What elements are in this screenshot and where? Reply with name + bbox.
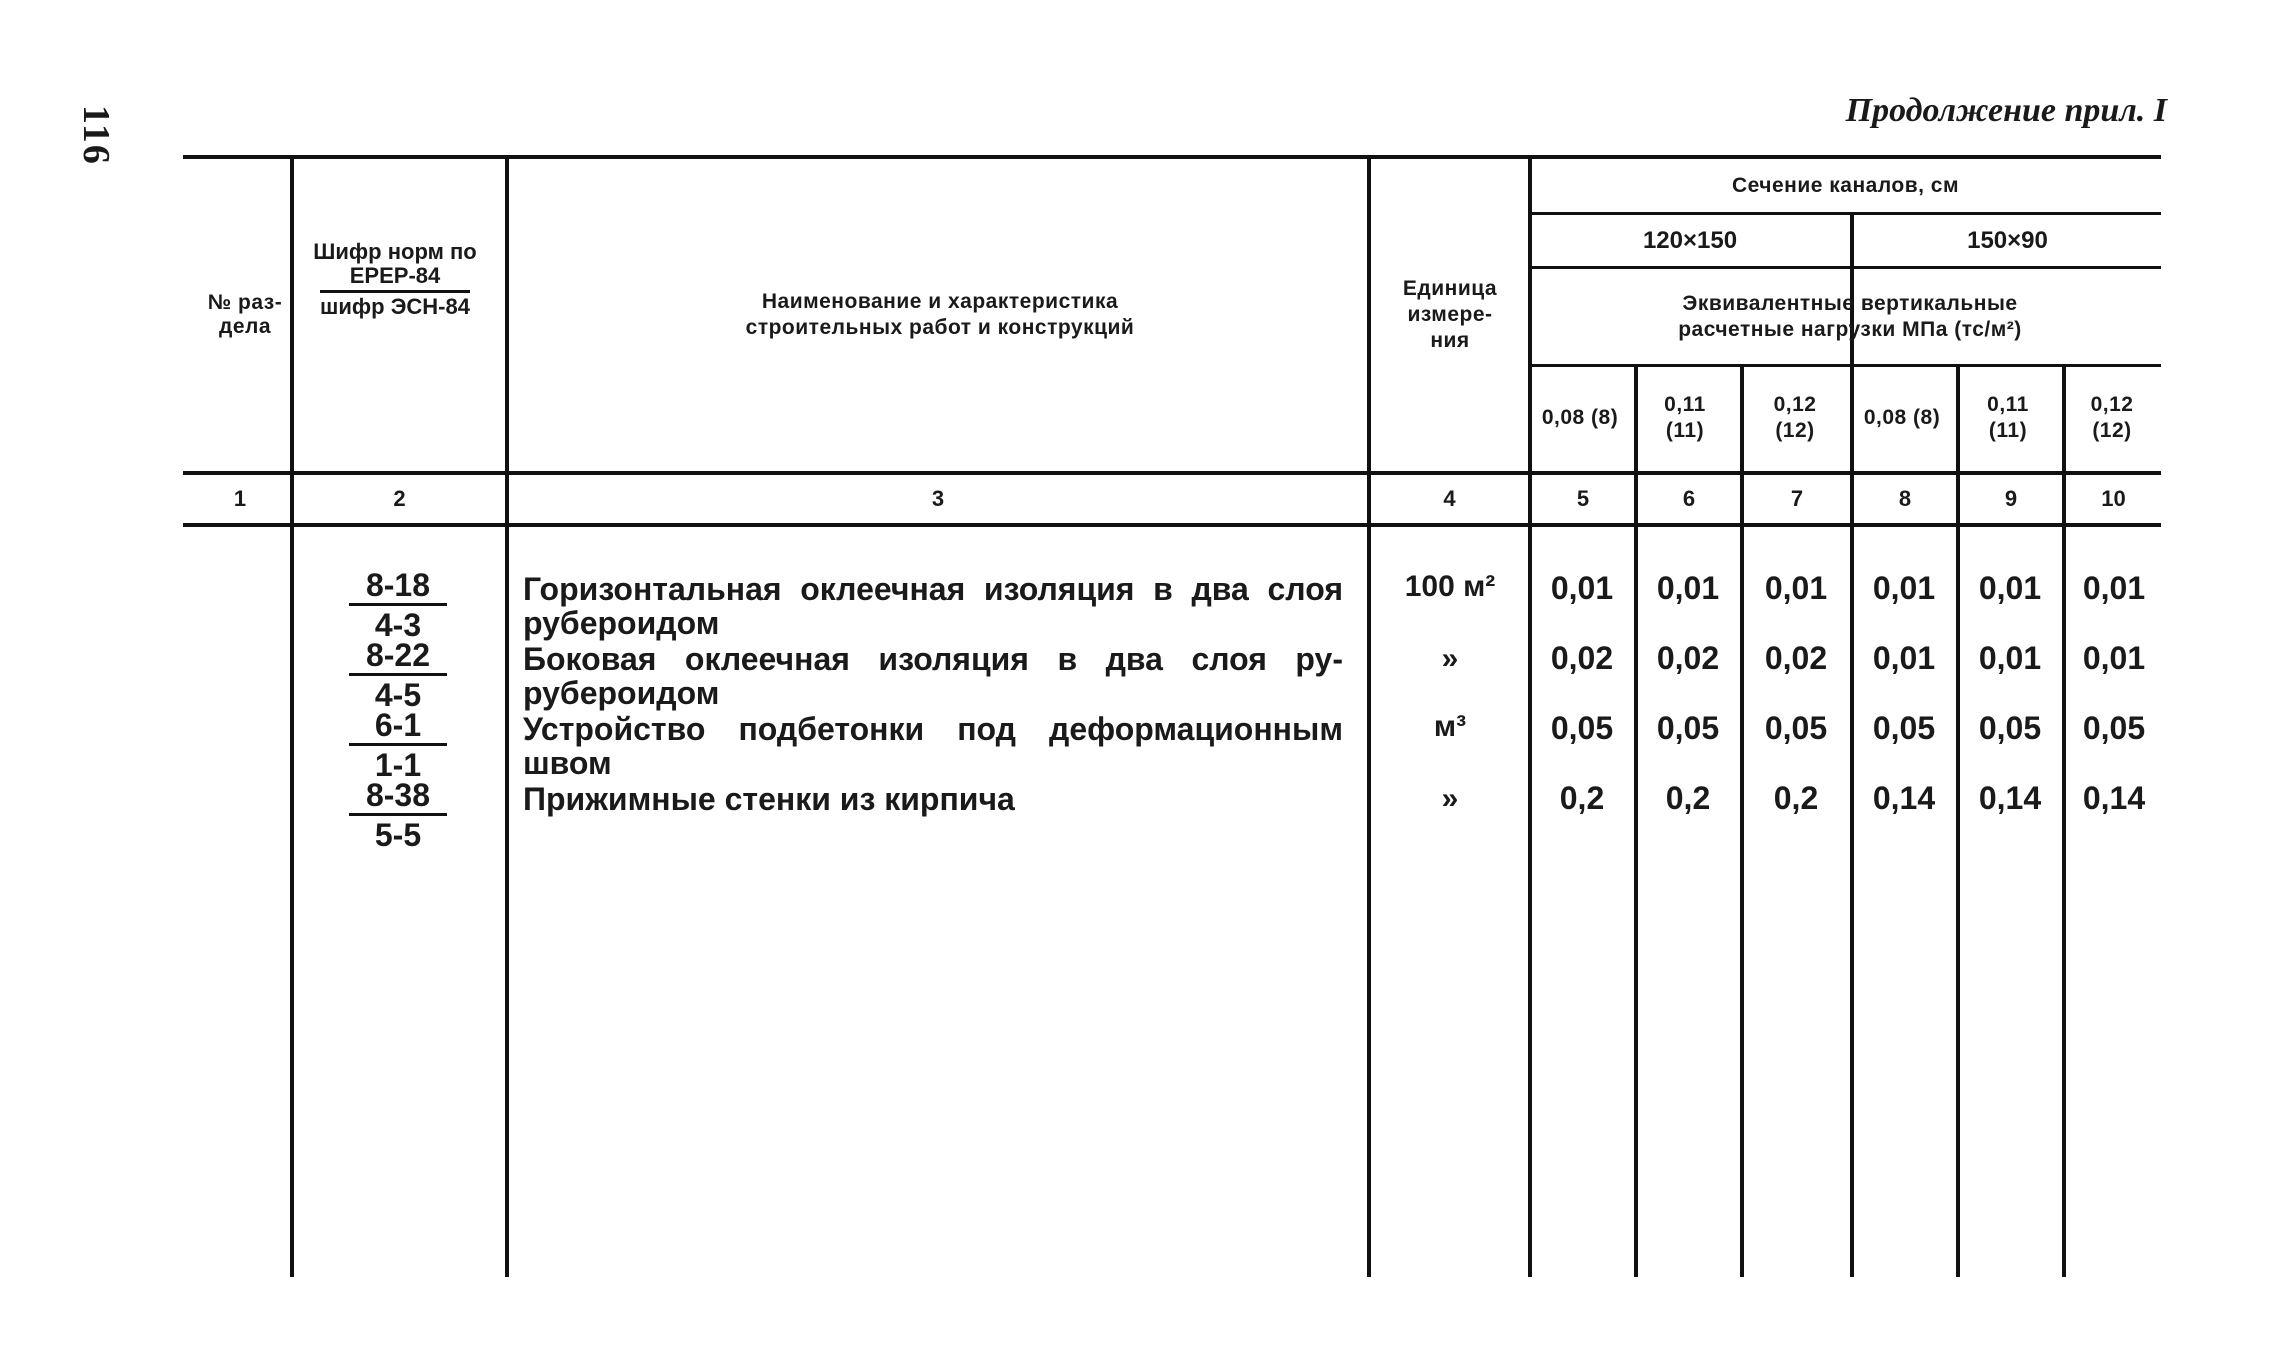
row-code [343,568,453,642]
col-number: 8 [1898,486,1912,511]
row-value: 0,01 [1978,570,2042,606]
row-name: Прижимные стенки из кирпича [523,781,1015,817]
row-unit: » [1441,782,1459,815]
row-unit: 100 м² [1404,570,1496,603]
code-ерер: 8-22 [365,637,431,673]
row-value: 0,05 [1656,710,1720,746]
header-unit: Единица измере- ния [1402,277,1498,352]
row-code [343,708,453,782]
header-code-bottom: шифр ЭСН-84 [320,294,470,319]
code-эсн: 5-5 [374,817,422,853]
col-number: 7 [1790,486,1804,511]
header-code [300,240,490,319]
row-value: 0,05 [2082,710,2146,746]
row-value: 0,02 [1656,640,1720,676]
load-5: 0,08 (8) [1541,405,1619,429]
row-value: 0,14 [1978,780,2042,816]
row-value: 0,01 [2082,570,2146,606]
col-number: 4 [1443,486,1456,511]
row-name: Боковая оклеечная изоляция в два слоя ру- рубероидом [523,641,1343,711]
header-loads-title: Эквивалентные вертикальные расчетные нагрузки МПа (тс/м²) [1678,292,2022,341]
rule-under-loads-title [1530,364,2161,367]
row-value: 0,2 [1773,780,1819,816]
row-value: 0,01 [1872,570,1936,606]
header-work-name: Наименование и характеристика строительных работ и конструкций [745,290,1135,339]
row-value: 0,14 [2082,780,2146,816]
page-number: 116 [75,105,117,166]
row-value: 0,05 [1978,710,2042,746]
row-code [343,778,453,852]
header-group-150x90: 150×90 [1967,226,2048,254]
row-value: 0,01 [2082,640,2146,676]
header-section-title: Сечение каналов, см [1731,174,1960,197]
load-7: 0,12 (12) [1773,392,1817,442]
row-value: 0,14 [1872,780,1936,816]
row-unit: м³ [1433,710,1467,743]
row-name: Устройство подбетонки под деформационным швом [523,711,1343,781]
header-group-120x150: 120×150 [1642,226,1738,254]
code-ерер: 8-38 [365,777,431,813]
continuation-note: Продолжение прил. I [1845,92,2167,129]
col-number: 2 [393,486,406,511]
code-ерер: 8-18 [365,567,431,603]
vrule-3 [1367,157,1371,1277]
load-8: 0,08 (8) [1863,405,1941,429]
col-number: 9 [2004,486,2018,511]
col-number: 6 [1682,486,1696,511]
row-value: 0,01 [1872,640,1936,676]
table-top-rule [183,155,2161,159]
code-divider [349,603,447,606]
load-9: 0,11 (11) [1987,392,2029,442]
rule-under-groups [1530,266,2161,269]
row-name: Горизонтальная оклеечная изоляция в два слоя рубероидом [523,571,1343,641]
row-value: 0,2 [1665,780,1711,816]
col-numbers-bottom-rule [183,523,2161,527]
row-value: 0,01 [1764,570,1828,606]
col-number: 1 [233,486,247,511]
row-value: 0,01 [1656,570,1720,606]
load-6: 0,11 (11) [1664,392,1706,442]
code-эсн: 4-3 [374,607,422,643]
row-value: 0,01 [1550,570,1614,606]
col-number: 3 [931,486,945,511]
code-эсн: 4-5 [374,677,422,713]
row-value: 0,01 [1978,640,2042,676]
row-value: 0,05 [1550,710,1614,746]
vrule-1 [290,157,294,1277]
code-эсн: 1-1 [374,747,422,783]
row-unit: » [1441,642,1459,675]
row-value: 0,05 [1764,710,1828,746]
header-code-divider [320,290,470,293]
row-value: 0,05 [1872,710,1936,746]
code-divider [349,813,447,816]
code-divider [349,673,447,676]
col-number: 10 [2101,486,2126,511]
header-code-top: Шифр норм по ЕРЕР-84 [313,239,477,288]
load-10: 0,12 (12) [2090,392,2134,442]
header-bottom-rule [183,471,2161,475]
vrule-2 [505,157,509,1277]
row-code [343,638,453,712]
row-value: 0,02 [1550,640,1614,676]
col-number: 5 [1576,486,1590,511]
code-divider [349,743,447,746]
row-value: 0,02 [1764,640,1828,676]
header-section-number: № раз- дела [207,291,283,338]
row-value: 0,2 [1559,780,1605,816]
code-ерер: 6-1 [374,707,422,743]
